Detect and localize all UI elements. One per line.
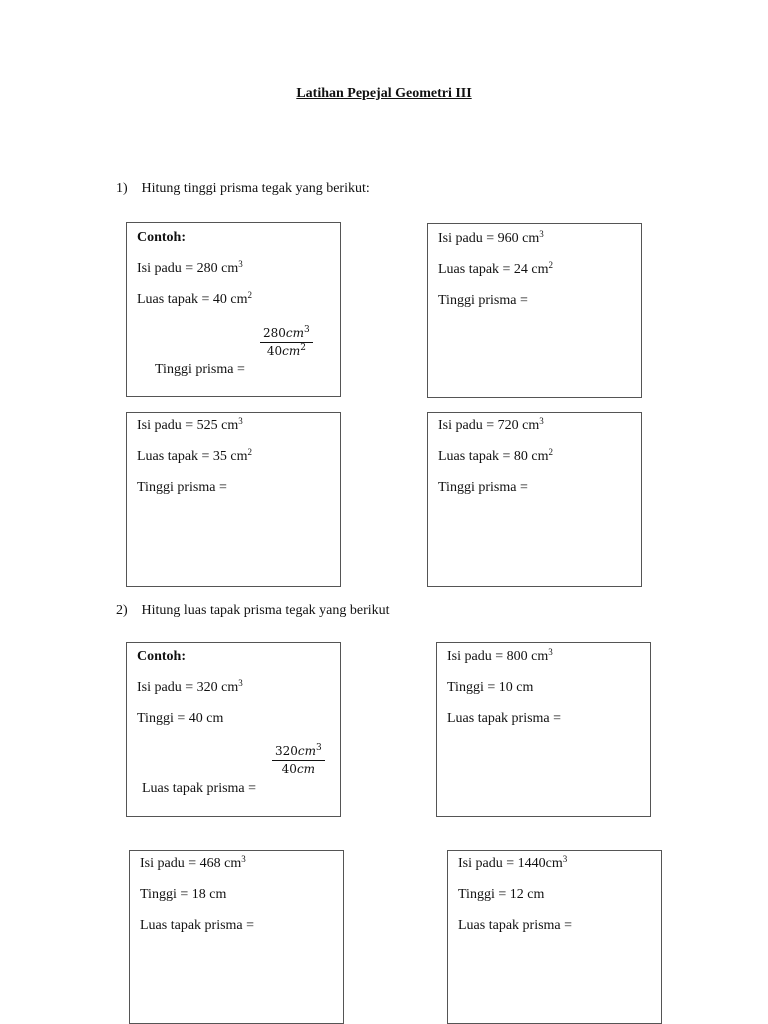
exercise-box-1b [427, 223, 642, 398]
exercise-base-area: Luas tapak = 35 $cm^2$ [137, 447, 253, 464]
exercise-base-area: Luas tapak = 80 $cm^2$ [438, 447, 554, 464]
example-fraction: $320cm^3$ 40cm [272, 744, 325, 776]
exercise-volume: Isi padu = 800 $cm^3$ [447, 647, 553, 664]
example-base-area: Luas tapak = 40 $cm^2$ [137, 290, 253, 307]
exercise-box-2d [447, 850, 662, 1024]
exercise-result-label: Tinggi prisma = [137, 480, 227, 495]
example-box-base-area [126, 642, 341, 817]
question-1-prompt: Hitung tinggi prisma tegak yang berikut: [141, 181, 370, 196]
exercise-result-label: Luas tapak prisma = [140, 918, 255, 933]
example-volume: Isi padu = 280 $cm^3$ [137, 259, 243, 276]
question-2 [116, 603, 390, 619]
example-fraction: $280cm^3$ $40cm^2$ [260, 326, 313, 358]
exercise-volume: Isi padu = 468 $cm^3$ [140, 854, 246, 871]
question-1-number: 1) [116, 181, 128, 196]
example-volume: Isi padu = 320 $cm^3$ [137, 678, 243, 695]
question-2-number: 2) [116, 603, 128, 618]
exercise-volume: Isi padu = 960 $cm^3$ [438, 229, 544, 246]
example-heading: Contoh: [137, 230, 187, 245]
exercise-height: Tinggi = 18 cm [140, 887, 227, 902]
example-heading: Contoh: [137, 649, 187, 664]
exercise-box-2b [436, 642, 651, 817]
question-1 [116, 181, 370, 197]
exercise-volume: Isi padu = 720 $cm^3$ [438, 416, 544, 433]
exercise-result-label: Tinggi prisma = [438, 480, 528, 495]
question-2-prompt: Hitung luas tapak prisma tegak yang berikut [141, 603, 390, 618]
example-result-label: Tinggi prisma = [155, 362, 245, 377]
exercise-box-1c [126, 412, 341, 587]
exercise-height: Tinggi = 10 cm [447, 680, 534, 695]
example-box-height [126, 222, 341, 397]
exercise-base-area: Luas tapak = 24 $cm^2$ [438, 260, 554, 277]
exercise-volume: Isi padu = 525 $cm^3$ [137, 416, 243, 433]
exercise-volume: Isi padu = $1440cm^3$ [458, 854, 568, 871]
exercise-box-2c [129, 850, 344, 1024]
exercise-result-label: Luas tapak prisma = [447, 711, 562, 726]
exercise-height: Tinggi = 12 cm [458, 887, 545, 902]
page-title: Latihan Pepejal Geometri III [296, 86, 472, 101]
exercise-box-1d [427, 412, 642, 587]
exercise-result-label: Tinggi prisma = [438, 293, 528, 308]
example-height: Tinggi = 40 cm [137, 711, 224, 726]
example-result-label: Luas tapak prisma = [142, 781, 257, 796]
exercise-result-label: Luas tapak prisma = [458, 918, 573, 933]
